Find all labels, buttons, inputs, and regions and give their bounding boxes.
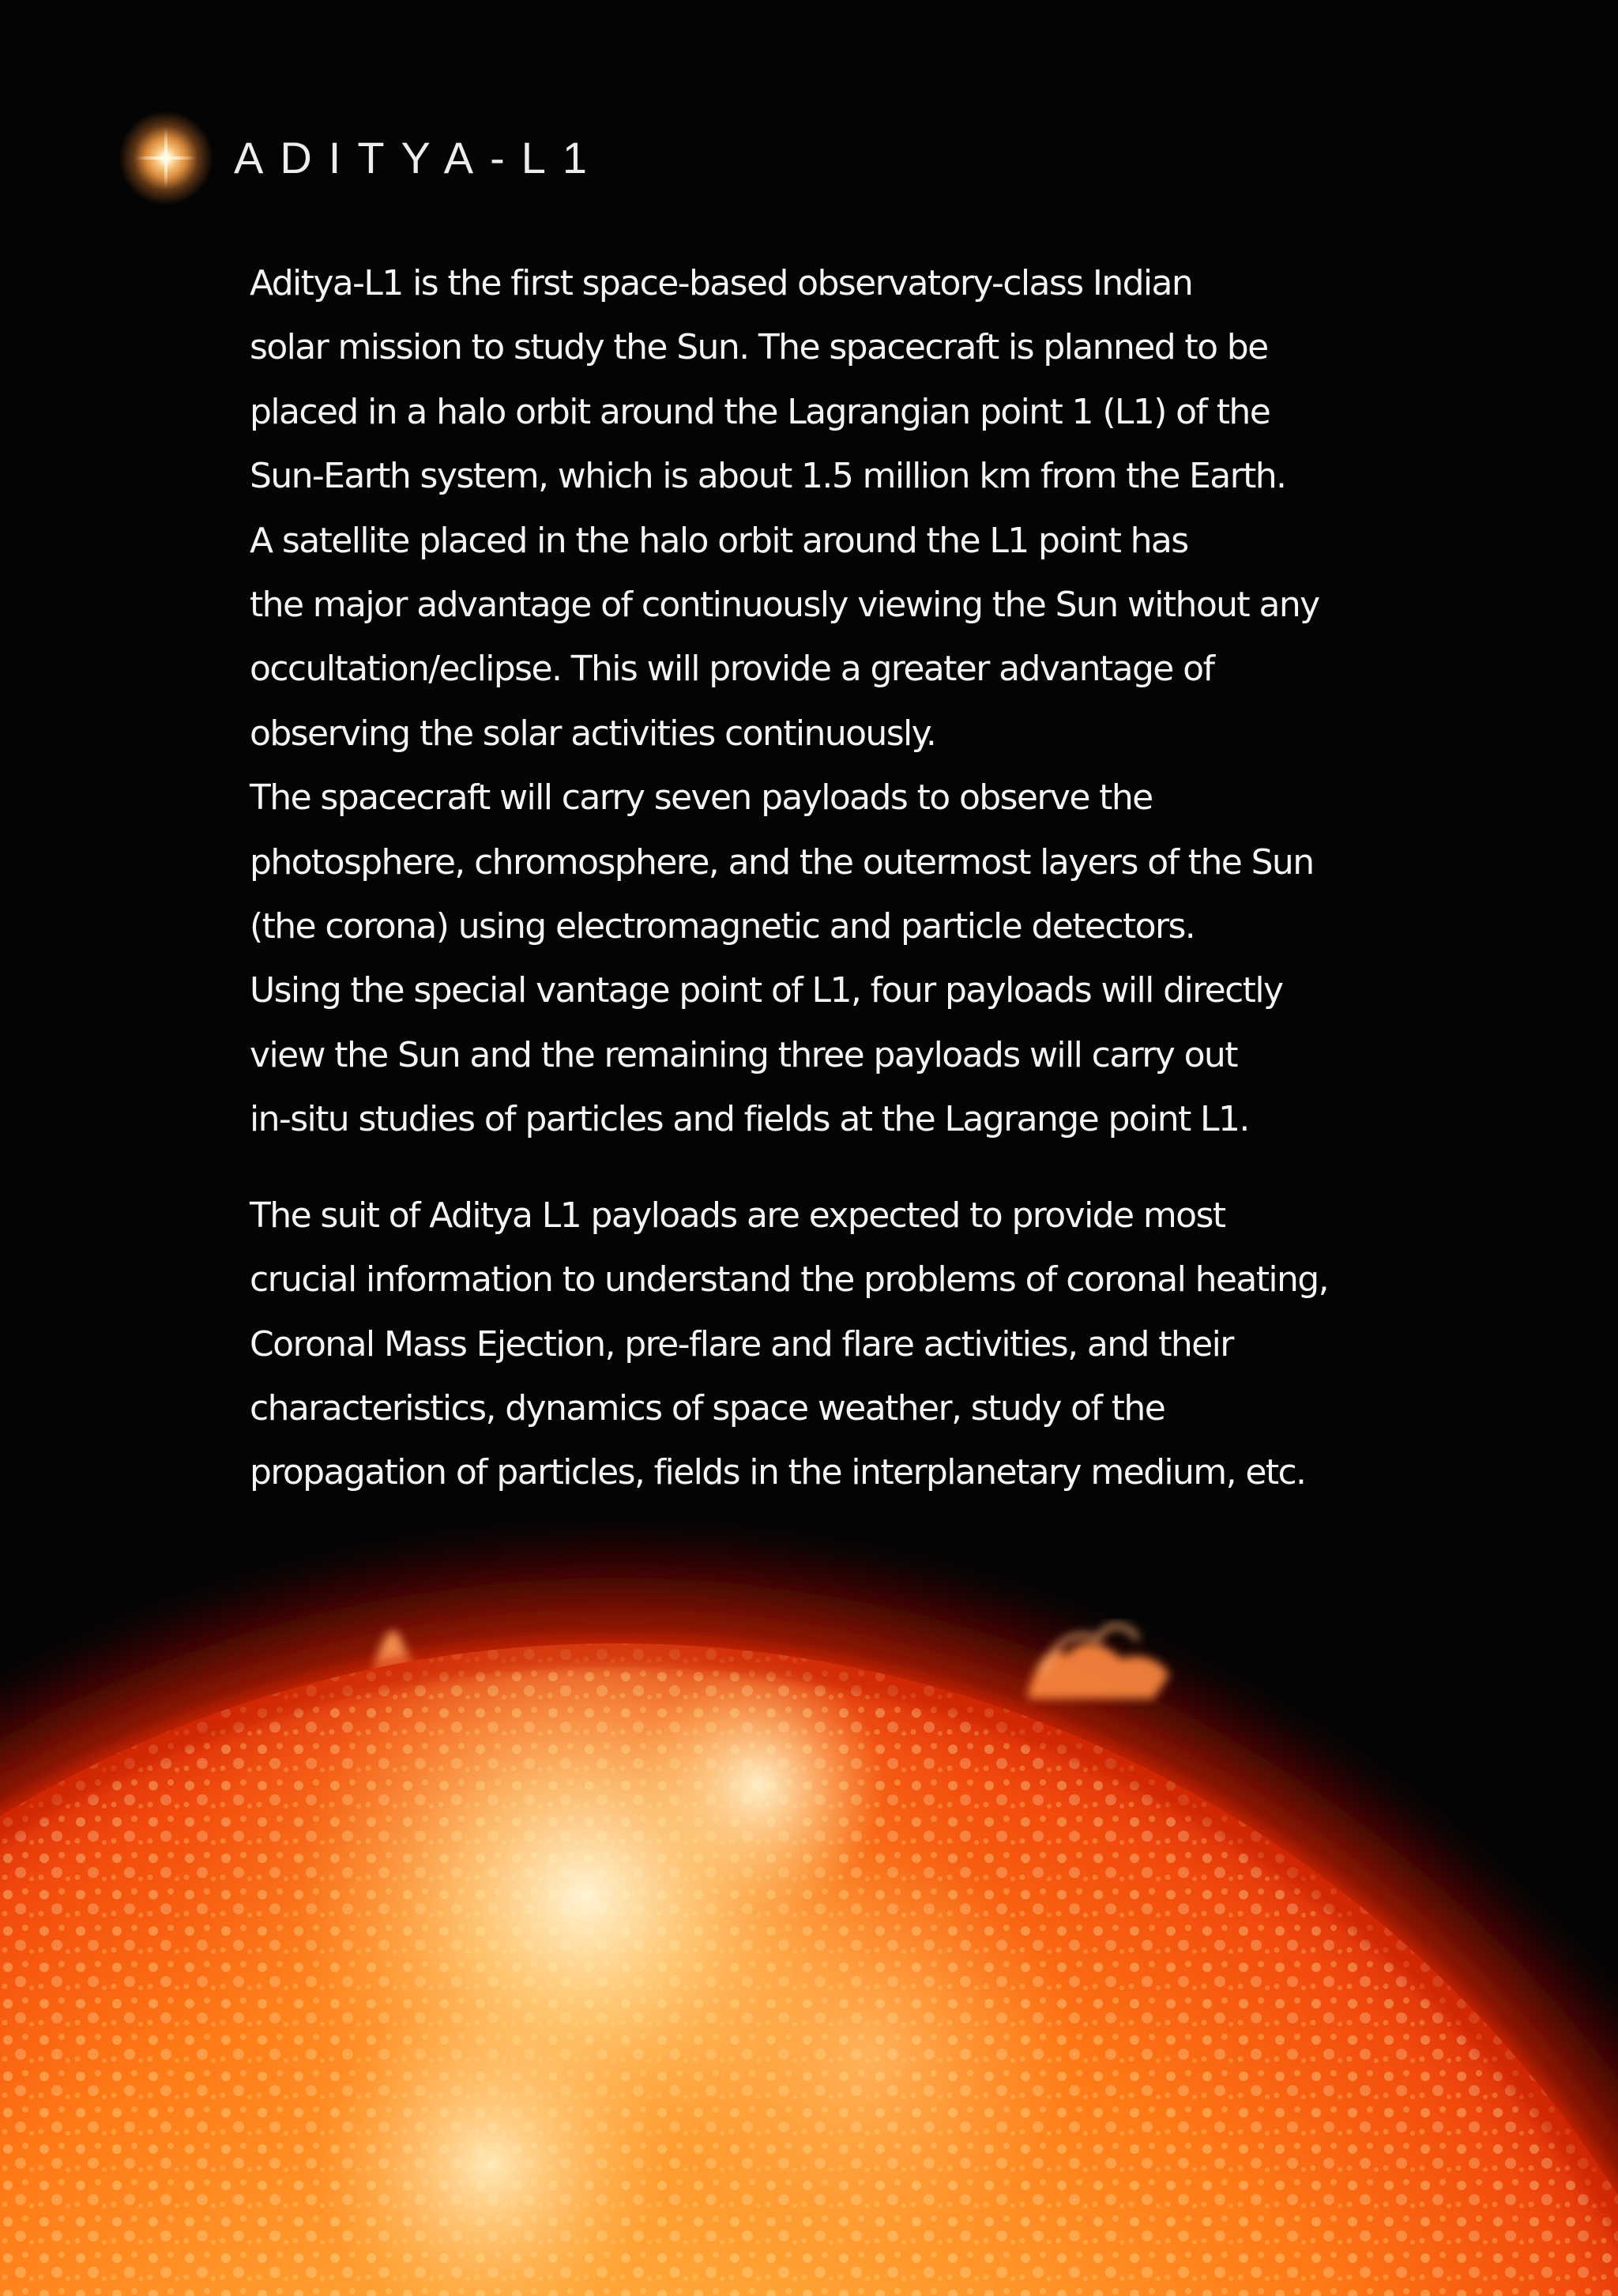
text-line: view the Sun and the remaining three payloads will carry out <box>250 1034 1237 1075</box>
text-line: Coronal Mass Ejection, pre-flare and flare activities, and their <box>250 1323 1233 1364</box>
page-header <box>119 111 604 205</box>
body-text <box>250 251 1387 1505</box>
text-line: The spacecraft will carry seven payloads to observe the <box>250 777 1153 819</box>
text-line: propagation of particles, fields in the interplanetary medium, etc. <box>250 1452 1306 1493</box>
text-line: Using the special vantage point of L1, four payloads will directly <box>250 970 1283 1011</box>
text-line: occultation/eclipse. This will provide a greater advantage of <box>250 649 1214 690</box>
text-line: solar mission to study the Sun. The spacecraft is planned to be <box>250 327 1268 368</box>
text-line: The suit of Aditya L1 payloads are expected to provide most <box>250 1195 1225 1236</box>
text-line: Sun-Earth system, which is about 1.5 million km from the Earth. <box>250 456 1286 497</box>
text-line: A satellite placed in the halo orbit around the L1 point has <box>250 520 1188 561</box>
paragraph-spacer <box>250 1152 1387 1184</box>
text-line: crucial information to understand the problems of coronal heating, <box>250 1259 1329 1300</box>
paragraph-2 <box>250 1184 1387 1505</box>
paragraph-1 <box>250 251 1387 1152</box>
text-line: in-situ studies of particles and fields at the Lagrange point L1. <box>250 1099 1249 1140</box>
page-title: ADITYA-L1 <box>234 133 604 183</box>
text-line: photosphere, chromosphere, and the outermost layers of the Sun <box>250 841 1314 883</box>
text-line: placed in a halo orbit around the Lagrangian point 1 (L1) of the <box>250 391 1270 432</box>
text-line: characteristics, dynamics of space weather, study of the <box>250 1387 1165 1428</box>
sun-image <box>0 1485 1618 2296</box>
text-line: (the corona) using electromagnetic and particle detectors. <box>250 906 1195 947</box>
text-line: observing the solar activities continuously. <box>250 713 936 754</box>
star-flare-icon <box>119 111 213 205</box>
text-line: the major advantage of continuously viewing the Sun without any <box>250 585 1319 626</box>
text-line: Aditya-L1 is the first space-based observatory-class Indian <box>250 263 1193 303</box>
